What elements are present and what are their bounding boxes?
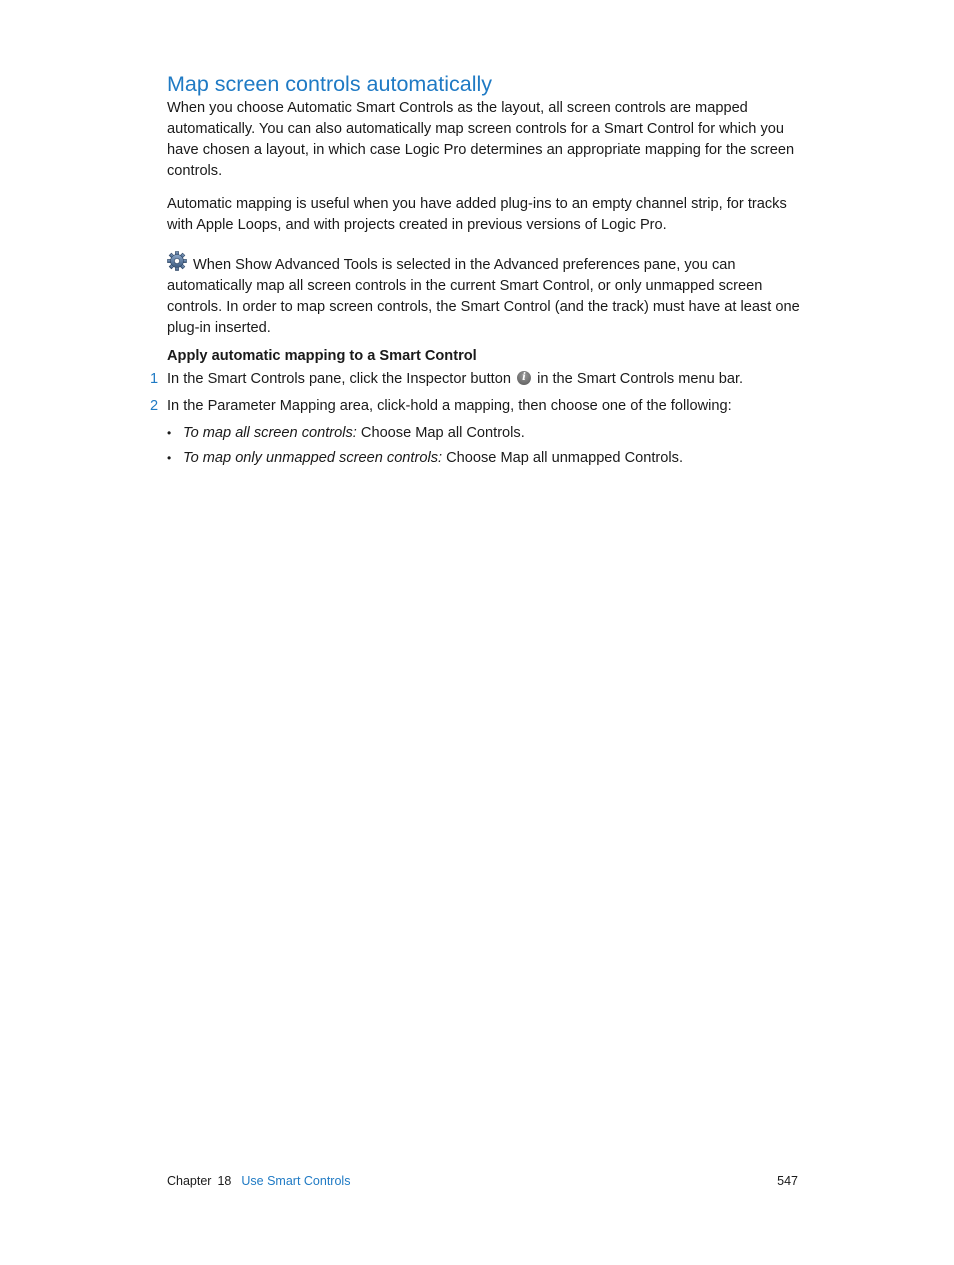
step-text: In the Parameter Mapping area, click-hold a mapping, then choose one of the following: bbox=[167, 398, 732, 414]
footer-chapter bbox=[167, 1173, 350, 1189]
advanced-note bbox=[167, 251, 803, 339]
option-map-unmapped bbox=[167, 448, 683, 469]
chapter-label: Chapter bbox=[167, 1174, 212, 1188]
step-number: 2 bbox=[150, 398, 159, 414]
option-text: Choose Map all unmapped Controls. bbox=[442, 450, 683, 466]
option-label: To map all screen controls: bbox=[183, 425, 357, 441]
task-heading: Apply automatic mapping to a Smart Control bbox=[167, 348, 477, 364]
intro-paragraph: When you choose Automatic Smart Controls as the layout, all screen controls are mapped automatically. You can also automatically map screen controls for a Smart Control for which you have chosen a layout, in which case Logic Pro determines an appropriate mapping for the screen controls. bbox=[167, 100, 795, 179]
section-title: Map screen controls automatically bbox=[167, 72, 493, 96]
option-map-all bbox=[167, 423, 525, 444]
advanced-note-text: When Show Advanced Tools is selected in the Advanced preferences pane, you can automatically map all screen controls in the current Smart Control, or only unmapped screen controls. In order to map screen controls, the Smart Control (and the track) must have at least one plug-in inserted. bbox=[167, 257, 800, 336]
bullet-marker: • bbox=[167, 451, 172, 465]
chapter-title-link[interactable]: Use Smart Controls bbox=[241, 1174, 351, 1188]
option-text: Choose Map all Controls. bbox=[356, 425, 525, 441]
chapter-number: 18 bbox=[217, 1174, 232, 1188]
bullet-marker: • bbox=[167, 426, 172, 440]
page-number: 547 bbox=[777, 1174, 798, 1188]
step-text: In the Smart Controls pane, click the Inspector button bbox=[167, 371, 511, 387]
step-1 bbox=[150, 369, 743, 390]
advanced-tools-gear-icon bbox=[167, 251, 187, 271]
step-number: 1 bbox=[150, 371, 159, 387]
usage-paragraph: Automatic mapping is useful when you have added plug-ins to an empty channel strip, for tracks with Apple Loops, and with projects created in previous versions of Logic Pro. bbox=[167, 196, 787, 233]
option-label: To map only unmapped screen controls: bbox=[183, 450, 443, 466]
step-text-continued: in the Smart Controls menu bar. bbox=[537, 371, 744, 387]
inspector-info-icon bbox=[517, 371, 531, 385]
step-2 bbox=[150, 396, 732, 417]
